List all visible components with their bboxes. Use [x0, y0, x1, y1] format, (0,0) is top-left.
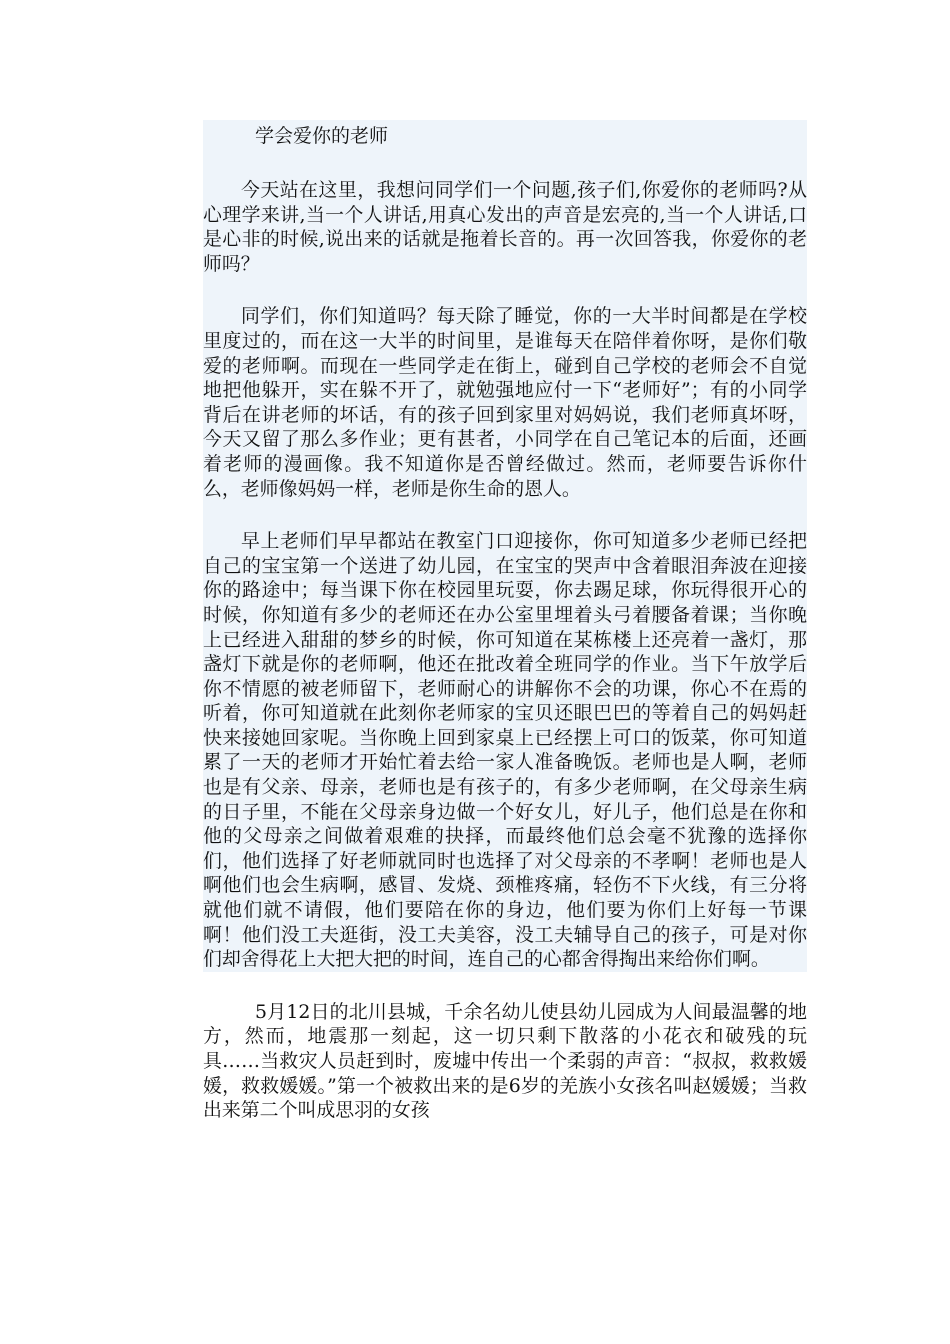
spacer — [203, 276, 807, 304]
spacer — [203, 150, 807, 178]
highlighted-section — [203, 120, 807, 972]
spacer — [203, 501, 807, 529]
paragraph-2: 同学们，你们知道吗？每天除了睡觉，你的一大半时间都是在学校里度过的，而在这一大半的时间里，是谁每天在陪伴着你呀，是你们敬爱的老师啊。而现在一些同学走在街上，碰到自己学校的老师会不自觉地把他躲开，实在躲不开了，就勉强地应付一下“老师好”；有的小同学背后在讲老师的坏话，有的孩子回到家里对妈妈说，我们老师真坏呀，今天又留了那么多作业；更有甚者，小同学在自己笔记本的后面，还画着老师的漫画像。我不知道你是否曾经做过。然而，老师要告诉你什么，老师像妈妈一样，老师是你生命的恩人。 — [203, 305, 807, 500]
spacer — [203, 972, 807, 1000]
document-body — [203, 120, 807, 1123]
document-title: 学会爱你的老师 — [255, 125, 389, 147]
paragraph-3: 早上老师们早早都站在教室门口迎接你，你可知道多少老师已经把自己的宝宝第一个送进了幼儿园，在宝宝的哭声中含着眼泪奔波在迎接你的路途中；每当课下你在校园里玩耍，你去踢足球，你玩得很开心的时候，你知道有多少的老师还在办公室里埋着头弓着腰备着课；当你晚上已经进入甜甜的梦乡的时候，你可知道在某栋楼上还亮着一盏灯，那盏灯下就是你的老师啊，他还在批改着全班同学的作业。当下午放学后你不情愿的被老师留下，老师耐心的讲解你不会的功课，你心不在焉的听着，你可知道就在此刻你老师家的宝贝还眼巴巴的等着自己的妈妈赶快来接她回家呢。当你晚上回到家桌上已经摆上可口的饭菜，你可知道累了一天的老师才开始忙着去给一家人准备晚饭。老师也是人啊，老师也是有父亲、母亲，老师也是有孩子的，有多少老师啊，在父母亲生病的日子里，不能在父母亲身边做一个好女儿，好儿子，他们总是在你和他的父母亲之间做着艰难的抉择，而最终他们总会毫不犹豫的选择你们，他们选择了好老师就同时也选择了对父母亲的不孝啊！老师也是人啊他们也会生病啊，感冒、发烧、颈椎疼痛，轻伤不下火线，有三分将就他们就不请假，他们要陪在你的身边，他们要为你们上好每一节课啊！他们没工夫逛街，没工夫美容，没工夫辅导自己的孩子，可是对你们却舍得花上大把大把的时间，连自己的心都舍得掏出来给你们啊。 — [203, 530, 807, 971]
paragraph-1: 今天站在这里，我想问同学们一个问题,孩子们,你爱你的老师吗?从心理学来讲,当一个人讲话,用真心发出的声音是宏亮的,当一个人讲话,口是心非的时候,说出来的话就是拖着长音的。再一次回答我，你爱你的老师吗？ — [203, 179, 807, 275]
paragraph-4: 5月12日的北川县城，千余名幼儿使县幼儿园成为人间最温馨的地方，然而，地震那一刻起，这一切只剩下散落的小花衣和破残的玩具……当救灾人员赶到时，废墟中传出一个柔弱的声音：“叔叔，救救媛媛，救救媛媛。”第一个被救出来的是6岁的羌族小女孩名叫赵媛媛；当救出来第二个叫成思羽的女孩 — [203, 1000, 807, 1122]
